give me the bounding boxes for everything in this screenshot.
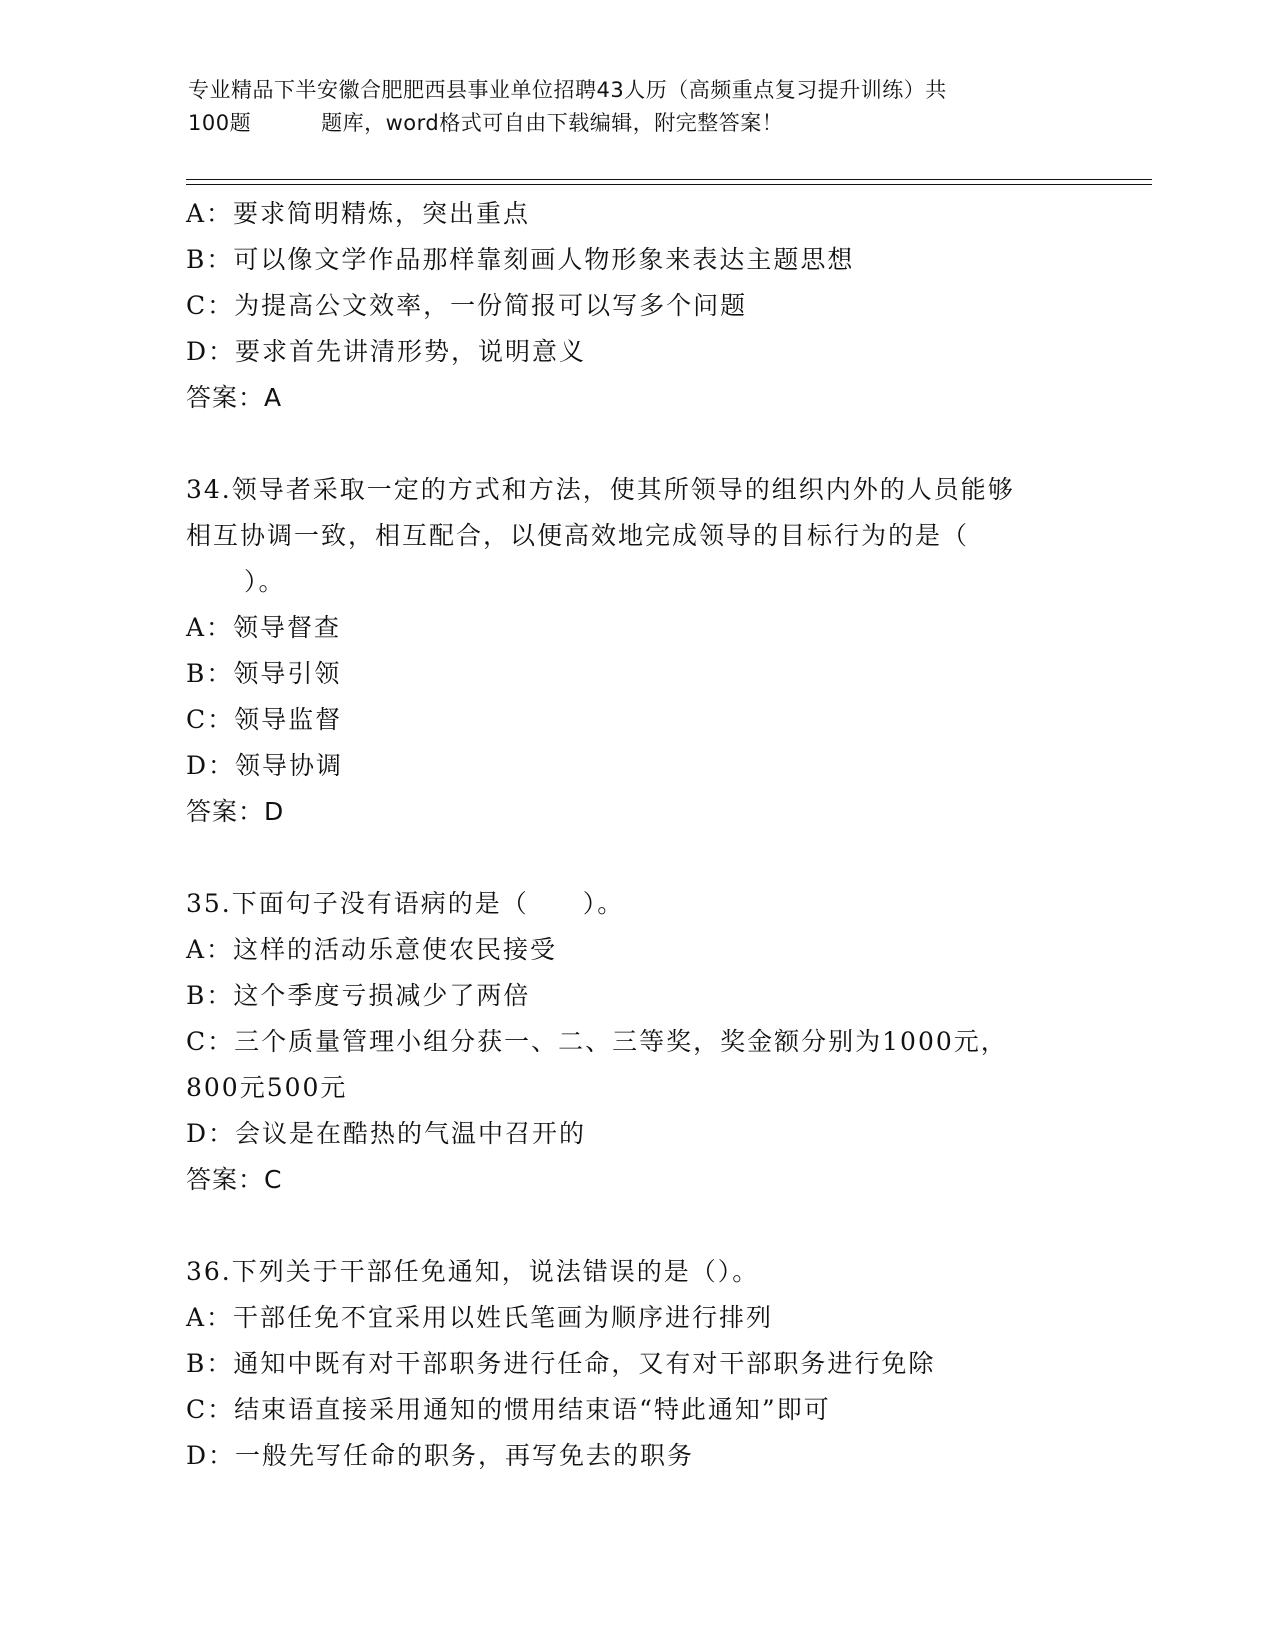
option-c: C：领导监督 bbox=[186, 705, 343, 734]
document-body bbox=[186, 191, 1086, 1479]
header-description: 题库，word格式可自由下载编辑，附完整答案！ bbox=[321, 111, 784, 135]
question-35 bbox=[186, 881, 1086, 1203]
document-header bbox=[188, 74, 1088, 140]
option-a: A：这样的活动乐意使农民接受 bbox=[186, 935, 558, 964]
question-stem-line-3: ）。 bbox=[244, 567, 286, 596]
question-spacer bbox=[186, 1203, 1086, 1249]
header-divider-top bbox=[186, 179, 1152, 180]
header-question-count: 100题 bbox=[188, 111, 252, 135]
option-c: C：为提高公文效率，一份简报可以写多个问题 bbox=[186, 291, 748, 320]
question-stem: 35.下面句子没有语病的是（ ）。 bbox=[186, 889, 625, 918]
answer-line: 答案：D bbox=[186, 797, 285, 826]
option-c: C：结束语直接采用通知的惯用结束语“特此通知”即可 bbox=[186, 1395, 831, 1424]
option-c: C：三个质量管理小组分获一、二、三等奖，奖金额分别为1000元， bbox=[186, 1027, 1008, 1056]
option-d: D：要求首先讲清形势，说明意义 bbox=[186, 337, 587, 366]
question-34 bbox=[186, 467, 1086, 835]
option-b: B：这个季度亏损减少了两倍 bbox=[186, 981, 531, 1010]
option-a: A：要求简明精炼，突出重点 bbox=[186, 199, 531, 228]
question-stem: 36.下列关于干部任免通知，说法错误的是（）。 bbox=[186, 1257, 760, 1286]
question-36 bbox=[186, 1249, 1086, 1479]
option-b: B：通知中既有对干部职务进行任命，又有对干部职务进行免除 bbox=[186, 1349, 936, 1378]
header-divider-bottom bbox=[186, 184, 1152, 185]
question-spacer bbox=[186, 835, 1086, 881]
option-c-continuation: 800元500元 bbox=[186, 1073, 348, 1102]
answer-line: 答案：C bbox=[186, 1165, 283, 1194]
question-33 bbox=[186, 191, 1086, 421]
question-stem-line-2: 相互协调一致，相互配合，以便高效地完成领导的目标行为的是（ bbox=[186, 521, 970, 550]
option-d: D：会议是在酷热的气温中召开的 bbox=[186, 1119, 587, 1148]
option-a: A：干部任免不宜采用以姓氏笔画为顺序进行排列 bbox=[186, 1303, 774, 1332]
option-d: D：一般先写任命的职务，再写免去的职务 bbox=[186, 1441, 695, 1470]
question-spacer bbox=[186, 421, 1086, 467]
option-b: B：领导引领 bbox=[186, 659, 342, 688]
header-line-1: 专业精品下半安徽合肥肥西县事业单位招聘43人历（高频重点复习提升训练）共 bbox=[188, 78, 947, 102]
header-line-2 bbox=[188, 107, 1088, 140]
option-a: A：领导督查 bbox=[186, 613, 342, 642]
option-d: D：领导协调 bbox=[186, 751, 344, 780]
option-b: B：可以像文学作品那样靠刻画人物形象来表达主题思想 bbox=[186, 245, 855, 274]
answer-line: 答案：A bbox=[186, 383, 283, 412]
question-stem-line-1: 34.领导者采取一定的方式和方法，使其所领导的组织内外的人员能够 bbox=[186, 475, 1015, 504]
